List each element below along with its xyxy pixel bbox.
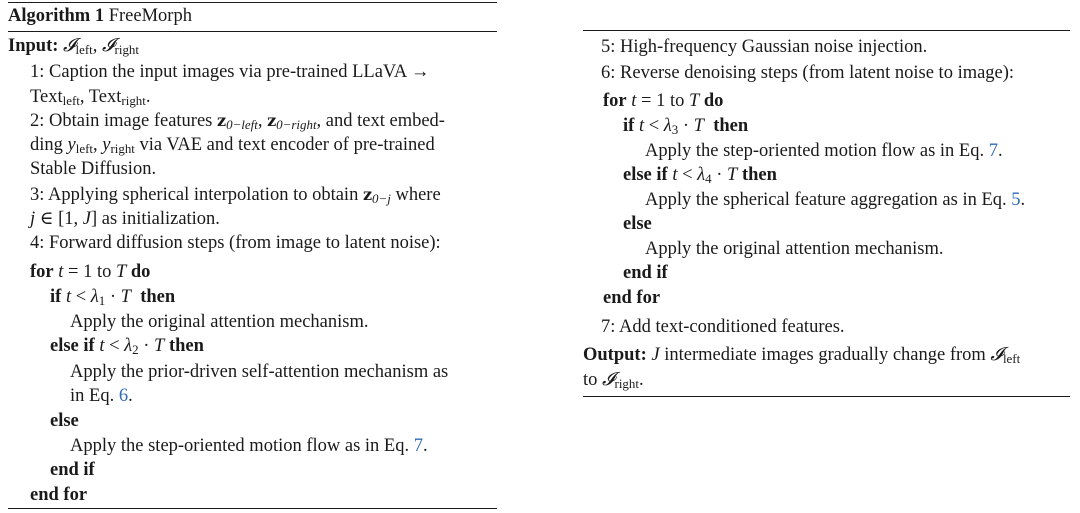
step-6: 6: Reverse denoising steps (from latent noise to image): <box>601 63 1015 83</box>
step-2-cont: ding yleft, yright via VAE and text encoder of pre-trained <box>30 135 435 156</box>
right-top-rule <box>583 30 1070 31</box>
apply-spherical: Apply the spherical feature aggregation as in Eq. 5. <box>645 190 1026 210</box>
input-line: Input: 𝓘left, 𝓘right <box>8 35 139 57</box>
if-lambda-3: if t < λ3 · T then <box>623 116 749 137</box>
step-5: 5: High-frequency Gaussian noise injection. <box>601 37 928 57</box>
step-4: 4: Forward diffusion steps (from image to latent noise): <box>30 233 441 253</box>
eq-5-link[interactable]: 5 <box>1011 190 1021 210</box>
right-bottom-rule <box>583 396 1070 397</box>
for-loop-forward: for t = 1 to T do <box>30 262 151 282</box>
apply-original-1: Apply the original attention mechanism. <box>70 312 369 332</box>
elseif-lambda-4: else if t < λ4 · T then <box>623 165 777 186</box>
step-3-cont: j ∈ [1, J] as initialization. <box>30 209 220 229</box>
step-1-cont: Textleft, Textright. <box>30 87 151 108</box>
apply-prior-cont: in Eq. 6. <box>70 386 133 406</box>
elseif-lambda-2: else if t < λ2 · T then <box>50 336 204 357</box>
algorithm-title: FreeMorph <box>108 6 192 26</box>
bottom-rule <box>8 508 497 509</box>
end-if-forward: end if <box>50 460 95 480</box>
else-reverse: else <box>623 214 652 234</box>
apply-prior: Apply the prior-driven self-attention mechanism as <box>70 362 449 382</box>
apply-motion-2: Apply the step-oriented motion flow as in Eq. 7. <box>645 141 1003 161</box>
if-lambda-1: if t < λ1 · T then <box>50 287 176 308</box>
algorithm-label: Algorithm 1 <box>8 6 105 26</box>
apply-original-2: Apply the original attention mechanism. <box>645 239 944 259</box>
end-for-forward: end for <box>30 485 88 505</box>
step-1: 1: Caption the input images via pre-trained LLaVA → <box>30 62 430 82</box>
end-if-reverse: end if <box>623 263 668 283</box>
end-for-reverse: end for <box>603 288 661 308</box>
top-rule <box>8 2 497 3</box>
eq-7-link[interactable]: 7 <box>413 436 423 456</box>
step-2: 2: Obtain image features z0−left, z0−right, and text embed- <box>30 111 445 132</box>
else-forward: else <box>50 411 79 431</box>
step-3: 3: Applying spherical interpolation to obtain z0−j where <box>30 185 441 206</box>
algorithm-caption <box>8 5 192 27</box>
caption-rule <box>8 31 497 32</box>
step-7: 7: Add text-conditioned features. <box>601 317 845 337</box>
output-line: Output: J intermediate images gradually change from 𝓘left <box>583 344 1021 366</box>
output-line-cont: to 𝓘right. <box>583 369 644 391</box>
eq-6-link[interactable]: 6 <box>118 386 129 406</box>
eq-7-link-2[interactable]: 7 <box>988 141 998 161</box>
for-loop-reverse: for t = 1 to T do <box>603 91 724 111</box>
apply-motion-1: Apply the step-oriented motion flow as in Eq. 7. <box>70 436 428 456</box>
step-2-cont2: Stable Diffusion. <box>30 159 157 179</box>
